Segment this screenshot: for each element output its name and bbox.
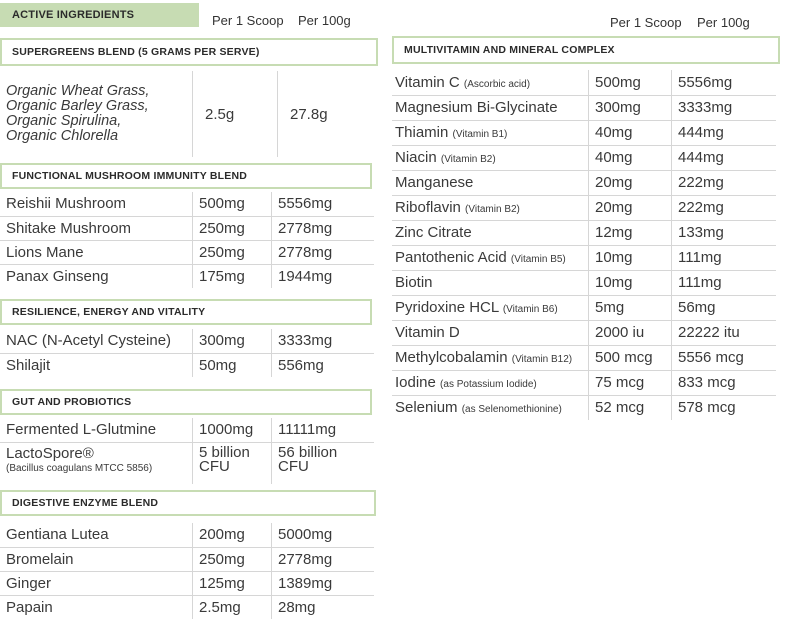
table-row [0,418,374,442]
ingredient-name: Fermented L-Glutmine [0,418,193,442]
scoop-value: 125mg [193,571,272,595]
table-row [392,270,776,295]
table-row [392,70,776,95]
scoop-value: 250mg [193,216,272,240]
left-header-row [0,0,378,34]
ingredient-name: Magnesium Bi-Glycinate [392,95,589,120]
supergreen-item: Organic Chlorella [6,128,119,144]
per100-value: 2778mg [272,547,375,571]
supergreens-scoop: 2.5g [193,71,278,157]
scoop-value: 1000mg [193,418,272,442]
scoop-value: 5mg [589,295,672,320]
scoop-value: 10mg [589,270,672,295]
gut-section-title: GUT AND PROBIOTICS [0,389,372,415]
scoop-value: 175mg [193,264,272,288]
per100-value: 2778mg [272,216,375,240]
scoop-value: 500mg [193,192,272,216]
per100-unit: CFU [278,457,309,475]
per100-value: 5556mg [672,70,777,95]
scoop-value: 52 mcg [589,395,672,420]
table-row [0,216,374,240]
supergreens-table [0,71,374,157]
per100-value: 3333mg [672,95,777,120]
supergreen-item: Organic Spirulina, [6,113,122,129]
ingredient-name: Selenium (as Selenomethionine) [395,399,562,417]
multivitamin-section-title: MULTIVITAMIN AND MINERAL COMPLEX [392,36,780,64]
table-row [0,192,374,216]
table-row [0,240,374,264]
right-column [392,0,782,420]
resilience-table [0,329,374,377]
table-row [392,320,776,345]
table-row [392,295,776,320]
ingredient-name: Pyridoxine HCL (Vitamin B6) [392,295,589,320]
per100-value: 56 billion [278,443,338,461]
per100-value: 444mg [672,120,777,145]
per-100g-header: Per 100g [298,13,351,28]
per-scoop-header: Per 1 Scoop [212,13,284,28]
table-row [392,170,776,195]
scoop-value: 20mg [589,195,672,220]
table-row [0,547,374,571]
resilience-section-title: RESILIENCE, ENERGY AND VITALITY [0,299,372,325]
per100-value: 1389mg [272,571,375,595]
per100-value: 833 mcg [672,370,777,395]
left-column [0,0,378,619]
ingredient-name: Papain [6,598,53,616]
ingredient-name: Bromelain [0,547,193,571]
ingredient-name: NAC (N-Acetyl Cysteine) [0,329,193,353]
per100-value: 5000mg [272,523,375,547]
per100-value: 22222 itu [672,320,777,345]
per100-value: 444mg [672,145,777,170]
ingredient-name: Thiamin (Vitamin B1) [392,120,589,145]
active-ingredients-tag: ACTIVE INGREDIENTS [0,3,199,27]
ingredient-name: Shilajit [6,356,51,374]
lactospore-cell [0,442,193,484]
scoop-value: 2.5mg [193,595,272,619]
ingredient-name: Ginger [0,571,193,595]
ingredient-name: Niacin (Vitamin B2) [392,145,589,170]
supergreen-item: Organic Wheat Grass, [6,83,150,99]
ingredient-name: Methylcobalamin (Vitamin B12) [392,345,589,370]
per100-value: 5556 mcg [672,345,777,370]
table-row [0,571,374,595]
scoop-value: 12mg [589,220,672,245]
lactospore-name: LactoSpore® [6,444,94,462]
scoop-value: 20mg [589,170,672,195]
ingredient-name: Gentiana Lutea [0,523,193,547]
supergreens-per100: 27.8g [278,71,375,157]
ingredient-name: Biotin [392,270,589,295]
gut-table [0,418,374,484]
scoop-value: 300mg [193,329,272,353]
per100-value: 28mg [272,595,375,619]
table-row [392,395,776,420]
ingredient-name: Pantothenic Acid (Vitamin B5) [392,245,589,270]
ingredient-name: Vitamin C (Ascorbic acid) [392,70,589,95]
mushroom-table [0,192,374,288]
table-row [0,71,374,157]
per-100g-header: Per 100g [697,15,750,30]
scoop-value: 50mg [193,353,272,377]
per100-value: 578 mcg [672,395,777,420]
ingredient-name: Riboflavin (Vitamin B2) [392,195,589,220]
digestive-table [0,523,374,619]
scoop-value: 200mg [193,523,272,547]
per100-value: 556mg [272,353,375,377]
per100-value: 133mg [672,220,777,245]
supergreens-ingredients [0,71,193,157]
lactospore-sub: (Bacillus coagulans MTCC 5856) [6,462,153,474]
per100-value: 56mg [672,295,777,320]
table-row [0,329,374,353]
ingredient-name: Lions Mane [0,240,193,264]
per100-value: 1944mg [272,264,375,288]
ingredient-name: Iodine (as Potassium Iodide) [392,370,589,395]
multivitamin-table [392,70,776,420]
table-row [0,523,374,547]
per100-value: 222mg [672,170,777,195]
table-row [0,264,374,288]
per100-value: 3333mg [272,329,375,353]
per-scoop-header: Per 1 Scoop [610,15,682,30]
table-row [392,220,776,245]
per100-value: 111mg [672,245,777,270]
table-row [0,595,374,619]
per100-value: 2778mg [272,240,375,264]
scoop-unit: CFU [199,457,230,475]
table-row [0,442,374,484]
right-header-row [392,0,782,36]
digestive-section-title: DIGESTIVE ENZYME BLEND [0,490,376,516]
scoop-value: 500mg [589,70,672,95]
table-row [392,245,776,270]
ingredient-name: Zinc Citrate [392,220,589,245]
scoop-value: 300mg [589,95,672,120]
ingredient-name: Manganese [392,170,589,195]
scoop-value: 5 billion [199,443,250,461]
supergreen-item: Organic Barley Grass, [6,98,149,114]
table-row [0,353,374,377]
scoop-value: 2000 iu [589,320,672,345]
lactospore-per100 [272,442,375,484]
scoop-value: 500 mcg [589,345,672,370]
scoop-value: 10mg [589,245,672,270]
per100-value: 111mg [672,270,777,295]
ingredient-name: Vitamin D [392,320,589,345]
scoop-value: 75 mcg [589,370,672,395]
mushroom-section-title: FUNCTIONAL MUSHROOM IMMUNITY BLEND [0,163,372,189]
scoop-value: 40mg [589,145,672,170]
table-row [392,120,776,145]
scoop-value: 250mg [193,547,272,571]
table-row [392,95,776,120]
per100-value: 11111mg [272,418,375,442]
supergreens-section-title: SUPERGREENS BLEND (5 GRAMS PER SERVE) [0,38,378,66]
table-row [392,195,776,220]
table-row [392,145,776,170]
per100-value: 222mg [672,195,777,220]
lactospore-scoop [193,442,272,484]
table-row [392,345,776,370]
ingredient-name: Panax Ginseng [6,267,109,285]
scoop-value: 40mg [589,120,672,145]
ingredient-name: Shitake Mushroom [0,216,193,240]
scoop-value: 250mg [193,240,272,264]
per100-value: 5556mg [272,192,375,216]
table-row [392,370,776,395]
ingredient-name: Reishii Mushroom [0,192,193,216]
